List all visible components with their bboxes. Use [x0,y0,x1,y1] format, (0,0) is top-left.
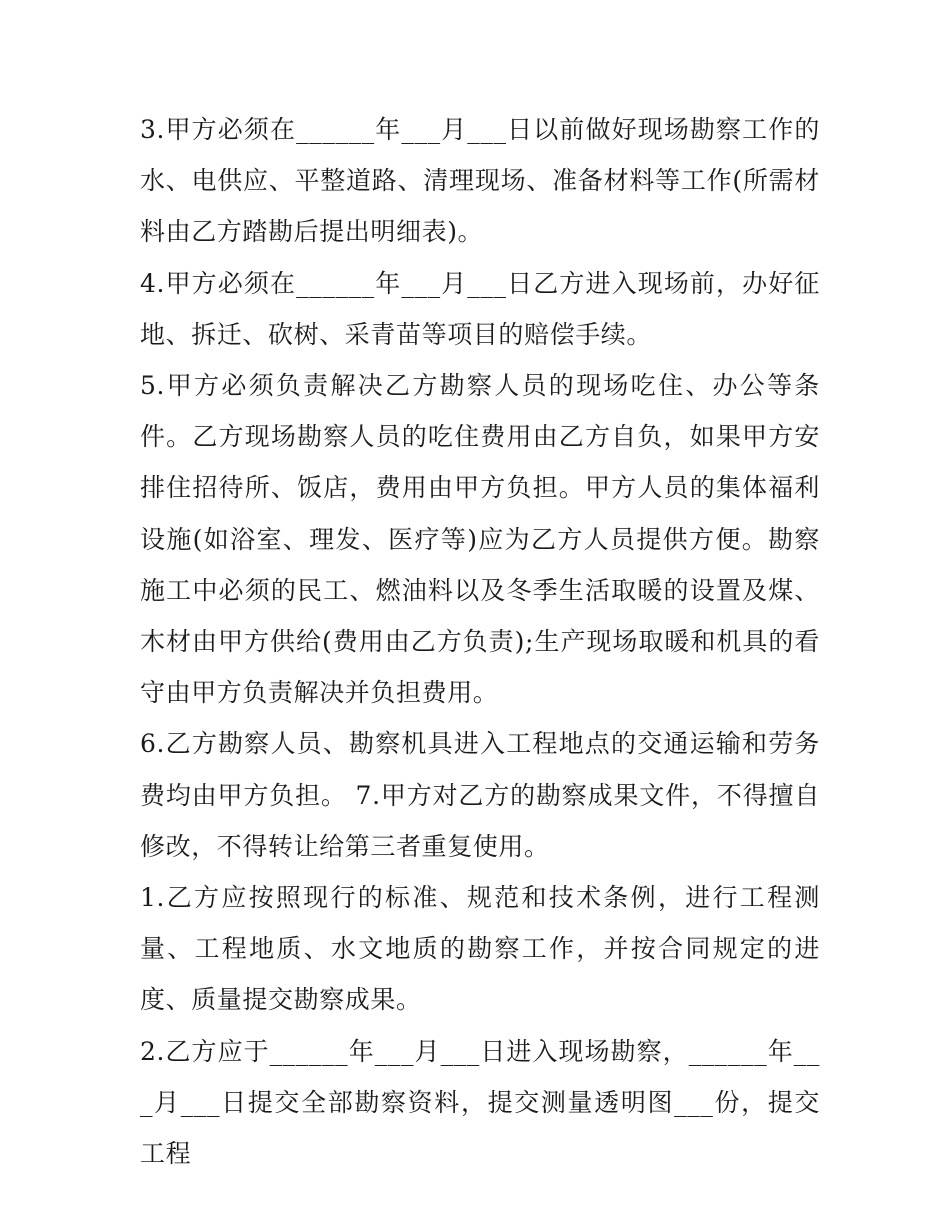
paragraph-4-land-compensation: 4.甲方必须在______年___月___日乙方进入现场前，办好征地、拆迁、砍树、采青苗等项目的赔偿手续。 [140,268,820,349]
paragraph-3-site-preparation: 3.甲方必须在______年___月___日以前做好现场勘察工作的水、电供应、平整道路、清理现场、准备材料等工作(所需材料由乙方踏勘后提出明细表)。 [140,115,820,247]
paragraph-b1-survey-standards: 1.乙方应按照现行的标准、规范和技术条例，进行工程测量、工程地质、水文地质的勘察工作，并按合同规定的进度、质量提交勘察成果。 [140,883,820,1015]
document-body [140,104,820,1179]
paragraph-5-accommodation: 5.甲方必须负责解决乙方勘察人员的现场吃住、办公等条件。乙方现场勘察人员的吃住费用由乙方自负，如果甲方安排住招待所、饭店，费用由甲方负担。甲方人员的集体福利设施(如浴室、理发、医疗等)应为乙方人员提供方便。勘察施工中必须的民工、燃油料以及冬季生活取暖的设置及煤、木材由甲方供给(费用由乙方负责);生产现场取暖和机具的看守由甲方负责解决并负担费用。 [140,371,820,708]
paragraph-6-7-transport-and-results: 6.乙方勘察人员、勘察机具进入工程地点的交通运输和劳务费均由甲方负担。 7.甲方对乙方的勘察成果文件，不得擅自修改，不得转让给第三者重复使用。 [140,729,820,861]
paragraph-b2-schedule: 2.乙方应于______年___月___日进入现场勘察，______年___月___日提交全部勘察资料，提交测量透明图___份，提交工程 [140,1036,820,1169]
